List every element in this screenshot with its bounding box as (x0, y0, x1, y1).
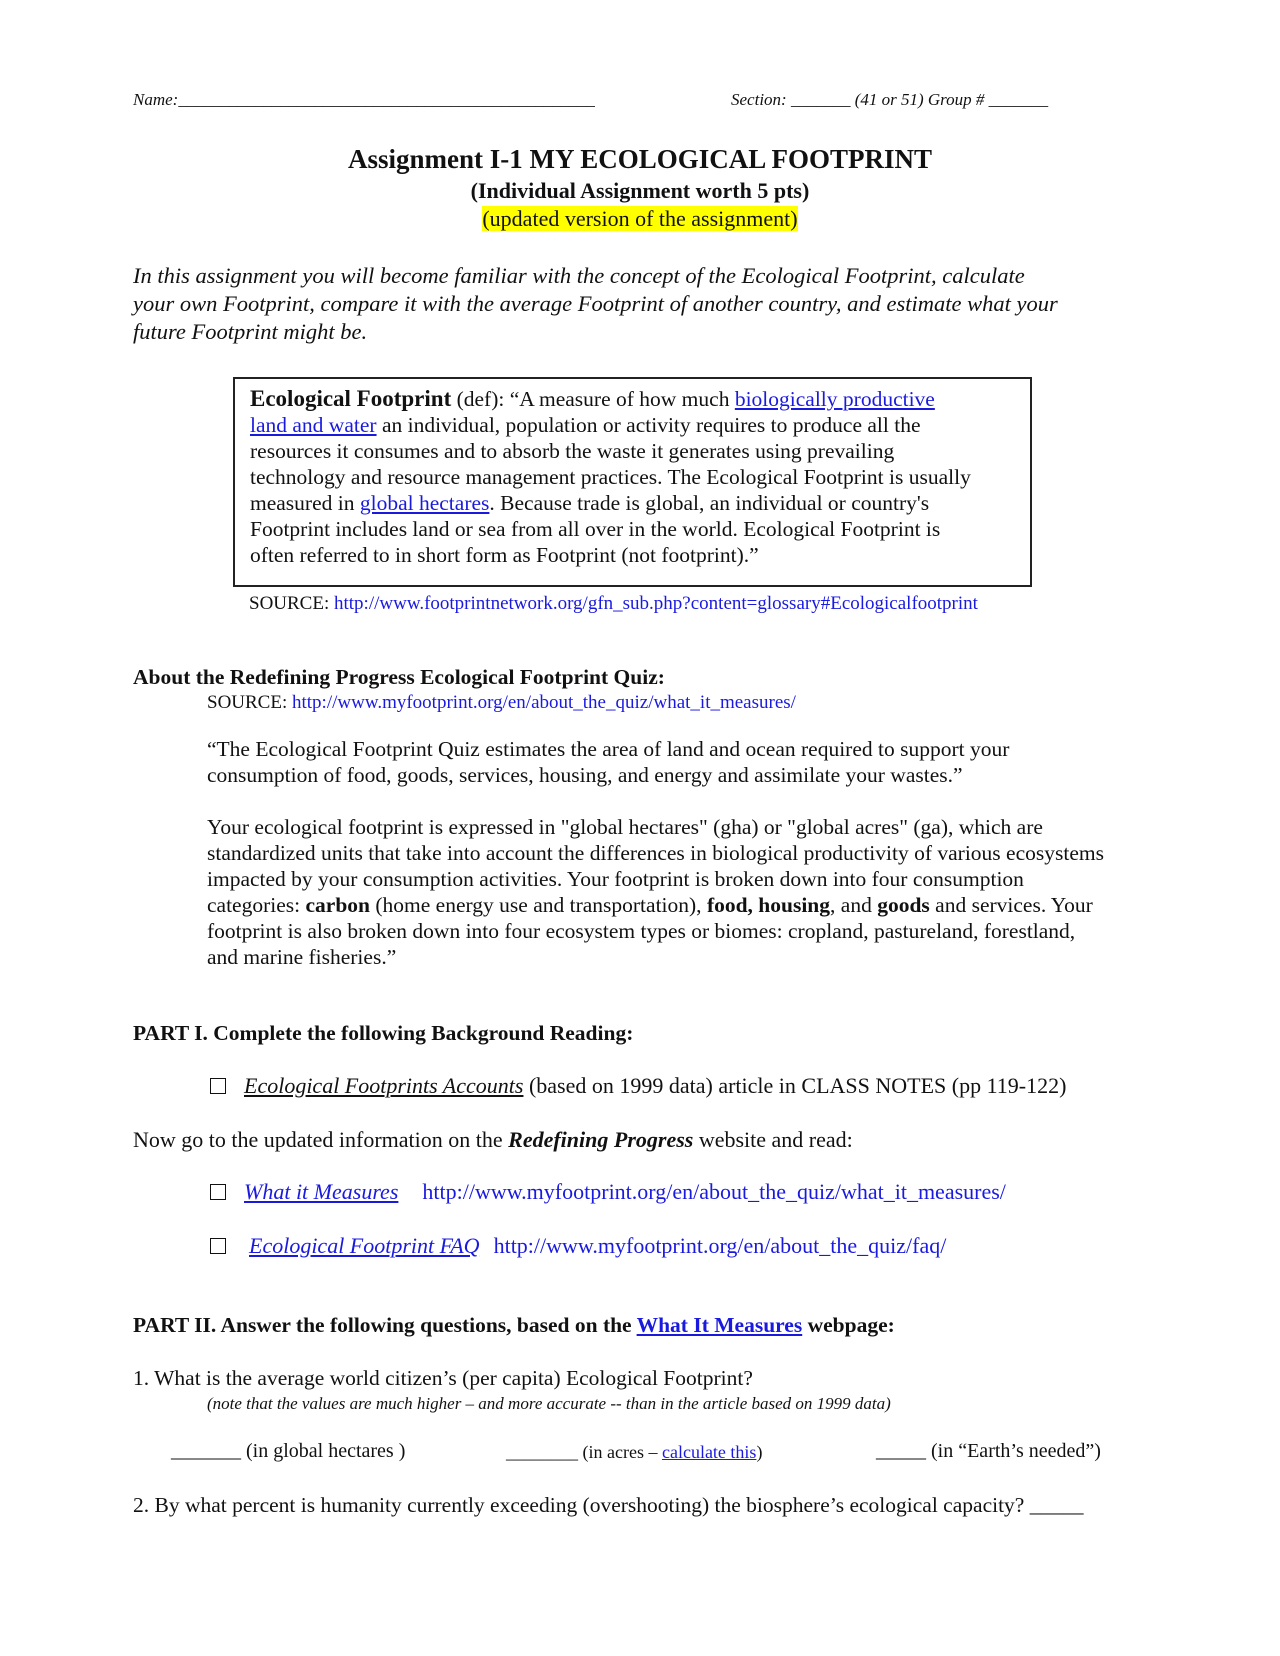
link-footprint-faq[interactable]: Ecological Footprint FAQ (249, 1233, 480, 1258)
intro-line: future Footprint might be. (133, 319, 368, 344)
question-1-note: (note that the values are much higher – and more accurate -- than in the article based on 1999 data) (207, 1394, 891, 1413)
reading-item-3 (249, 1233, 946, 1259)
checkbox-reading-3[interactable] (210, 1238, 226, 1254)
definition-text (250, 386, 971, 568)
updated-note (0, 206, 1280, 232)
definition-line (250, 386, 971, 412)
now-go-line (133, 1127, 853, 1153)
part2-heading-text: PART II. Answer the following questions, based on the (133, 1313, 637, 1337)
page-subtitle: (Individual Assignment worth 5 pts) (470, 178, 810, 203)
page-title: Assignment I-1 MY ECOLOGICAL FOOTPRINT (347, 144, 933, 174)
para-bold: food, housing (706, 893, 831, 917)
definition-line: Footprint includes land or sea from all over in the world. Ecological Footprint is (250, 517, 941, 541)
part1-heading: PART I. Complete the following Background Reading: (133, 1021, 634, 1045)
name-field-label: Name:_________________________________________________ (133, 90, 595, 109)
url-footprint-faq[interactable]: http://www.myfootprint.org/en/about_the_quiz/faq/ (493, 1233, 947, 1258)
definition-text-span: . Because trade is global, an individual or country's (489, 491, 930, 515)
definition-line: resources it consumes and to absorb the waste it generates using prevailing (250, 439, 895, 463)
definition-source (249, 593, 978, 615)
intro-line: In this assignment you will become familiar with the concept of the Ecological Footprint, calculate (133, 263, 1025, 288)
checkbox-reading-1[interactable] (210, 1078, 226, 1094)
checkbox-reading-2[interactable] (210, 1184, 226, 1200)
para-line (207, 892, 1104, 918)
reading-detail: (based on 1999 data) article in CLASS NOTES (pp 119-122) (523, 1073, 1067, 1098)
now-go-text: website and read: (693, 1127, 853, 1152)
source-link-myfootprint[interactable]: http://www.myfootprint.org/en/about_the_quiz/what_it_measures/ (292, 692, 796, 713)
definition-term: Ecological Footprint (250, 386, 452, 411)
link-what-it-measures[interactable]: What it Measures (244, 1179, 399, 1204)
definition-tag: (def): “A measure of how much (451, 387, 735, 411)
link-what-it-measures-heading[interactable]: What It Measures (636, 1313, 803, 1337)
quote-line: consumption of food, goods, services, housing, and energy and assimilate your wastes.” (207, 763, 963, 787)
link-calculate-this[interactable]: calculate this (661, 1442, 757, 1462)
url-what-it-measures[interactable]: http://www.myfootprint.org/en/about_the_quiz/what_it_measures/ (422, 1179, 1006, 1204)
about-heading: About the Redefining Progress Ecological Footprint Quiz: (133, 665, 665, 689)
para-line: and marine fisheries.” (207, 945, 397, 969)
link-land-and-water[interactable]: land and water (250, 413, 377, 437)
part2-heading (133, 1313, 895, 1338)
reading-title: Ecological Footprints Accounts (244, 1073, 524, 1098)
para-text: categories: (207, 893, 306, 917)
definition-text-span: measured in (250, 491, 360, 515)
redefining-progress-name: Redefining Progress (508, 1127, 694, 1152)
para-line: standardized units that take into account the differences in biological productivity of various ecosystems (207, 841, 1104, 865)
source-link-footprintnetwork[interactable]: http://www.footprintnetwork.org/gfn_sub.php?content=glossary#Ecologicalfootprint (334, 593, 978, 614)
para-text: , and (830, 893, 878, 917)
about-source (207, 692, 796, 714)
quote-line: “The Ecological Footprint Quiz estimates the area of land and ocean required to support your (207, 737, 1010, 761)
para-text: (home energy use and transportation), (370, 893, 707, 917)
para-text: and services. Your (929, 893, 1093, 917)
answer-blank-acres[interactable] (506, 1442, 762, 1463)
footprint-units-paragraph (207, 814, 1104, 970)
para-line: impacted by your consumption activities. Your footprint is broken down into four consumption (207, 867, 1024, 891)
intro-line: your own Footprint, compare it with the average Footprint of another country, and estimate what your (133, 291, 1058, 316)
updated-note-text: (updated version of the assignment) (482, 206, 798, 231)
question-1: 1. What is the average world citizen’s (per capita) Ecological Footprint? (133, 1366, 753, 1390)
definition-line: technology and resource management practices. The Ecological Footprint is usually (250, 465, 971, 489)
definition-text-span: an individual, population or activity requires to produce all the (376, 413, 921, 437)
answer-blank-hectares[interactable]: _______ (in global hectares ) (171, 1440, 406, 1462)
answer-blank-earths[interactable]: _____ (in “Earth’s needed”) (876, 1440, 1101, 1462)
intro-paragraph (133, 262, 1058, 346)
para-bold: goods (877, 893, 930, 917)
link-global-hectares[interactable]: global hectares (359, 491, 490, 515)
quiz-quote (207, 736, 1009, 788)
definition-line (250, 490, 971, 516)
acres-text: ) (756, 1442, 763, 1462)
reading-item-2 (244, 1179, 1006, 1205)
part2-heading-text: webpage: (802, 1313, 895, 1337)
acres-text: ________ (in acres – (506, 1442, 662, 1462)
source-label: SOURCE: (249, 593, 334, 614)
section-group-label: Section: _______ (41 or 51) Group # _______ (731, 90, 1049, 109)
link-biologically-productive[interactable]: biologically productive (734, 387, 935, 411)
para-bold: carbon (305, 893, 370, 917)
now-go-text: Now go to the updated information on the (133, 1127, 509, 1152)
definition-line: often referred to in short form as Footprint (not footprint).” (250, 543, 759, 567)
source-label: SOURCE: (207, 692, 292, 713)
definition-line (250, 412, 971, 438)
question-2: 2. By what percent is humanity currently exceeding (overshooting) the biosphere’s ecological capacity? _____ (133, 1493, 1084, 1517)
reading-item-1 (244, 1073, 1066, 1099)
para-line: Your ecological footprint is expressed in "global hectares" (gha) or "global acres" (ga), which are (207, 815, 1043, 839)
para-line: footprint is also broken down into four ecosystem types or biomes: cropland, pastureland, forestland, (207, 919, 1076, 943)
